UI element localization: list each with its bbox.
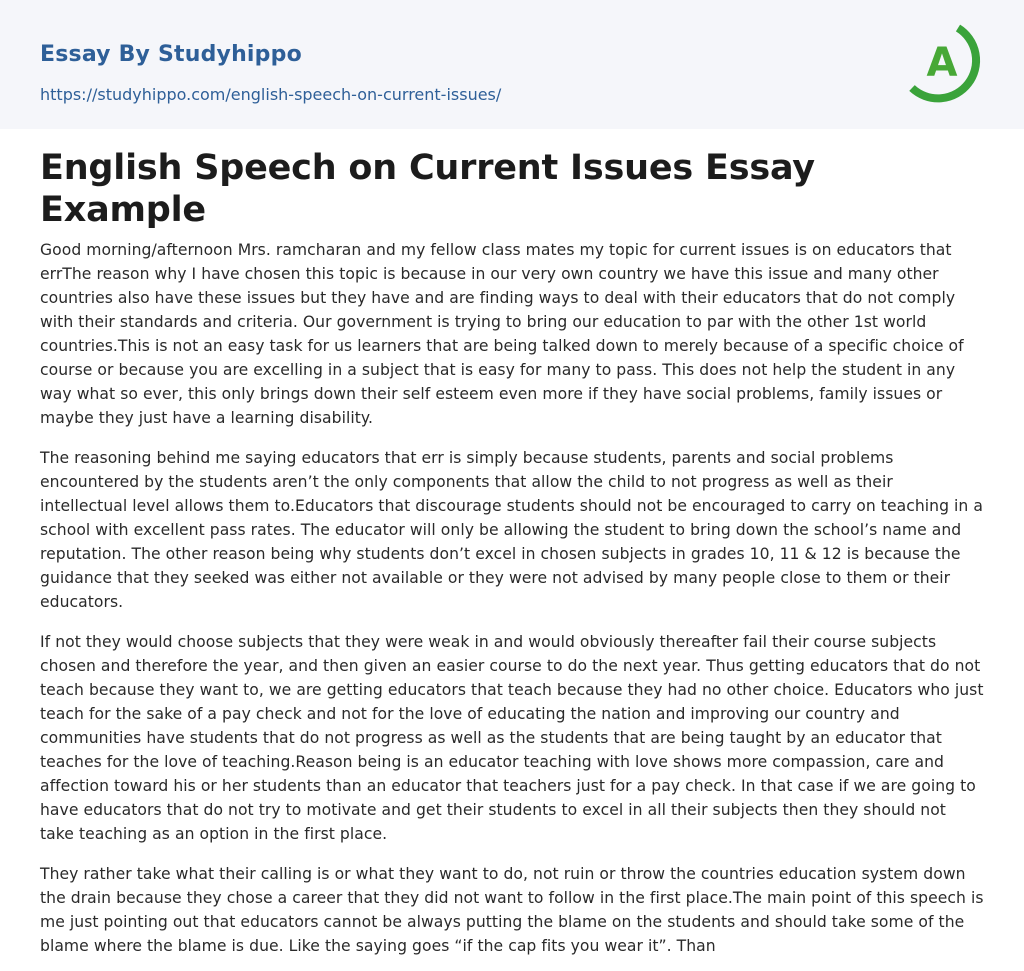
logo-letter: A [926, 40, 958, 86]
article [0, 129, 1024, 958]
site-brand[interactable]: Essay By Studyhippo [40, 42, 302, 67]
paragraph-1: Good morning/afternoon Mrs. ramcharan and my fellow class mates my topic for current issues is on educators that errThe reason why I have chosen this topic is because in our very own country we have this issue and many other countries also have these issues but they have and are finding ways to deal with their educators that do not comply with their standards and criteria. Our government is trying to bring our education to par with the other 1st world countries.This is not an easy task for us learners that are being talked down to merely because of a specific choice of course or because you are excelling in a subject that is easy for many to pass. This does not help the student in any way what so ever, this only brings down their self esteem even more if they have social problems, family issues or maybe they just have a learning disability. [40, 241, 964, 427]
page-title: English Speech on Current Issues Essay Example [40, 148, 815, 230]
source-url-link[interactable]: https://studyhippo.com/english-speech-on-current-issues/ [40, 85, 502, 104]
studyhippo-logo-icon[interactable] [898, 18, 986, 106]
paragraph-2: The reasoning behind me saying educators that err is simply because students, parents and social problems encountered by the students aren’t the only components that allow the child to not progress as well as their intellectual level allows them to.Educators that discourage students should not be encouraged to carry on teaching in a school with excellent pass rates. The educator will only be allowing the student to bring down the school’s name and reputation. The other reason being why students don’t excel in chosen subjects in grades 10, 11 & 12 is because the guidance that they seeked was either not available or they were not advised by many people close to them or their educators. [40, 449, 983, 611]
paragraph-3: If not they would choose subjects that they were weak in and would obviously thereafter fail their course subjects chosen and therefore the year, and then given an easier course to do the next year. Thus getting educators that do not teach because they want to, we are getting educators that teach because they had no other choice. Educators who just teach for the sake of a pay check and not for the love of educating the nation and improving our country and communities have students that do not progress as well as the students that are being taught by an educator that teaches for the love of teaching.Reason being is an educator teaching with love shows more compassion, care and affection toward his or her students than an educator that teachers just for a pay check. In that case if we are going to have educators that do not try to motivate and get their students to excel in all their subjects then they should not take teaching as an option in the first place. [40, 633, 984, 843]
site-header [0, 0, 1024, 129]
paragraph-4: They rather take what their calling is or what they want to do, not ruin or throw the countries education system down the drain because they chose a career that they did not want to follow in the first place.The main point of this speech is me just pointing out that educators cannot be always putting the blame on the students and should take some of the blame where the blame is due. Like the saying goes “if the cap fits you wear it”. Than [40, 865, 984, 955]
